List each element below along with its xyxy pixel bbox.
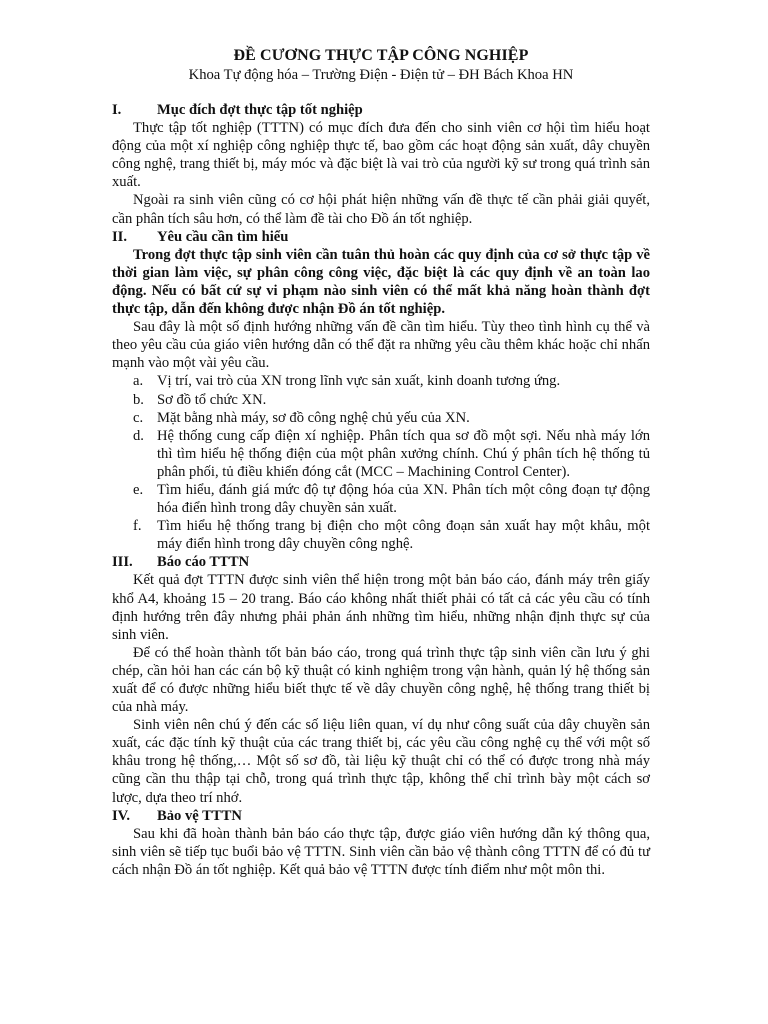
section-heading <box>112 228 650 246</box>
section-number: II. <box>112 228 128 245</box>
list-item <box>112 391 650 409</box>
list-item-text: Vị trí, vai trò của XN trong lĩnh vực sản xuất, kinh doanh tương ứng. <box>157 373 561 390</box>
list-item-text: Sơ đồ tổ chức XN. <box>157 391 267 408</box>
paragraph: Sinh viên nên chú ý đến các số liệu liên quan, ví dụ như công suất của dây chuyền sản xuất, các đặc tính kỹ thuật của các trang thiết bị, các yêu cầu công nghệ cụ thể với một số khâu trong hệ thống,… Một số sơ đồ, tài liệu kỹ thuật chỉ có thể có được trong nhà máy cũng cần thu thập tại chỗ, trong quá trình thực tập, không thể chỉ trình bày một cách sơ lược, dựa theo trí nhớ. <box>112 717 650 806</box>
list-marker: d. <box>133 427 144 444</box>
section-title: Báo cáo TTTN <box>157 554 250 571</box>
list-item-text: Mặt bằng nhà máy, sơ đồ công nghệ chủ yếu của XN. <box>157 409 470 426</box>
list-item <box>112 517 650 553</box>
list-item <box>112 481 650 517</box>
section-title: Yêu cầu cần tìm hiểu <box>157 228 289 245</box>
list-item <box>112 372 650 390</box>
paragraph: Ngoài ra sinh viên cũng có cơ hội phát hiện những vấn đề thực tế cần phải giải quyết, cần phân tích sâu hơn, có thể làm đề tài cho Đồ án tốt nghiệp. <box>112 192 650 227</box>
requirement-list <box>112 372 650 553</box>
list-item-text: Tìm hiểu, đánh giá mức độ tự động hóa của XN. Phân tích một công đoạn tự động hóa điển hình trong dây chuyền sản xuất. <box>157 481 650 517</box>
paragraph: Kết quả đợt TTTN được sinh viên thể hiện trong một bản báo cáo, đánh máy trên giấy khổ A4, khoảng 15 – 20 trang. Báo cáo không nhất thiết phải có tất cả các yêu cầu có tính định hướng trên đây nhưng phải phản ánh những tìm hiểu, những nhận định thực sự của sinh viên. <box>112 572 650 643</box>
document-subtitle: Khoa Tự động hóa – Trường Điện - Điện tử – ĐH Bách Khoa HN <box>188 67 574 83</box>
section-number: IV. <box>112 807 130 824</box>
list-item <box>112 409 650 427</box>
list-item-text: Hệ thống cung cấp điện xí nghiệp. Phân tích qua sơ đồ một sợi. Nếu nhà máy lớn thì tìm hiểu hệ thống điện của một phân xưởng chính. Chú ý phân tích hệ thống tủ phân phối, tủ điều khiển đóng cắt (MCC – Machining Control Center). <box>157 427 650 480</box>
spacer <box>112 84 650 101</box>
paragraph: Thực tập tốt nghiệp (TTTN) có mục đích đưa đến cho sinh viên cơ hội tìm hiểu hoạt động của một xí nghiệp công nghiệp thực tế, bao gồm các hoạt động sản xuất, dây chuyền công nghệ, trang thiết bị, máy móc và đặc biệt là vai trò của người kỹ sư trong quá trình sản xuất. <box>112 120 650 191</box>
section-4 <box>112 807 650 879</box>
list-marker: e. <box>133 481 144 498</box>
section-1 <box>112 101 650 228</box>
section-title: Bảo vệ TTTN <box>157 807 242 824</box>
bold-paragraph: Trong đợt thực tập sinh viên cần tuân thủ hoàn các quy định của cơ sở thực tập về thời gian làm việc, sự phân công công việc, đặc biệt là các quy định về an toàn lao động. Nếu có bất cứ sự vi phạm nào sinh viên có thể mất khả năng hoàn thành đợt thực tập, dẫn đến không được nhận Đồ án tốt nghiệp. <box>112 246 650 318</box>
list-marker: f. <box>133 518 142 535</box>
section-number: III. <box>112 554 133 571</box>
list-item-text: Tìm hiểu hệ thống trang bị điện cho một công đoạn sản xuất hay một khâu, một máy điển hình trong dây chuyền công nghệ. <box>157 518 650 553</box>
section-heading <box>112 553 650 571</box>
list-marker: a. <box>133 373 144 390</box>
paragraph: Sau đây là một số định hướng những vấn đề cần tìm hiểu. Tùy theo tình hình cụ thể và theo yêu cầu của giáo viên hướng dẫn có thể đặt ra những yêu cầu thêm khác hoặc chỉ nhấn mạnh vào một vài yêu cầu. <box>112 319 650 372</box>
list-marker: b. <box>133 391 144 408</box>
document-title: ĐỀ CƯƠNG THỰC TẬP CÔNG NGHIỆP <box>233 47 529 64</box>
list-item <box>112 427 650 481</box>
section-3 <box>112 553 650 806</box>
paragraph: Sau khi đã hoàn thành bản báo cáo thực tập, được giáo viên hướng dẫn ký thông qua, sinh viên sẽ tiếp tục buổi bảo vệ TTTN. Sinh viên cần bảo vệ thành công TTTN để có đủ tư cách nhận Đồ án tốt nghiệp. Kết quả bảo vệ TTTN được tính điểm như một môn thi. <box>112 825 650 878</box>
section-title: Mục đích đợt thực tập tốt nghiệp <box>157 102 363 118</box>
paragraph: Để có thể hoàn thành tốt bản báo cáo, trong quá trình thực tập sinh viên cần lưu ý ghi chép, cần hỏi han các cán bộ kỹ thuật có kinh nghiệm trong vận hành, quản lý hệ thống sản xuất để có được những hiểu biết thực tế về dây chuyền công nghệ, hệ thống trang thiết bị của nhà máy. <box>112 644 650 716</box>
list-marker: c. <box>133 409 144 426</box>
section-2 <box>112 228 650 554</box>
section-heading <box>112 101 650 119</box>
section-number: I. <box>112 102 122 118</box>
section-heading <box>112 807 650 825</box>
